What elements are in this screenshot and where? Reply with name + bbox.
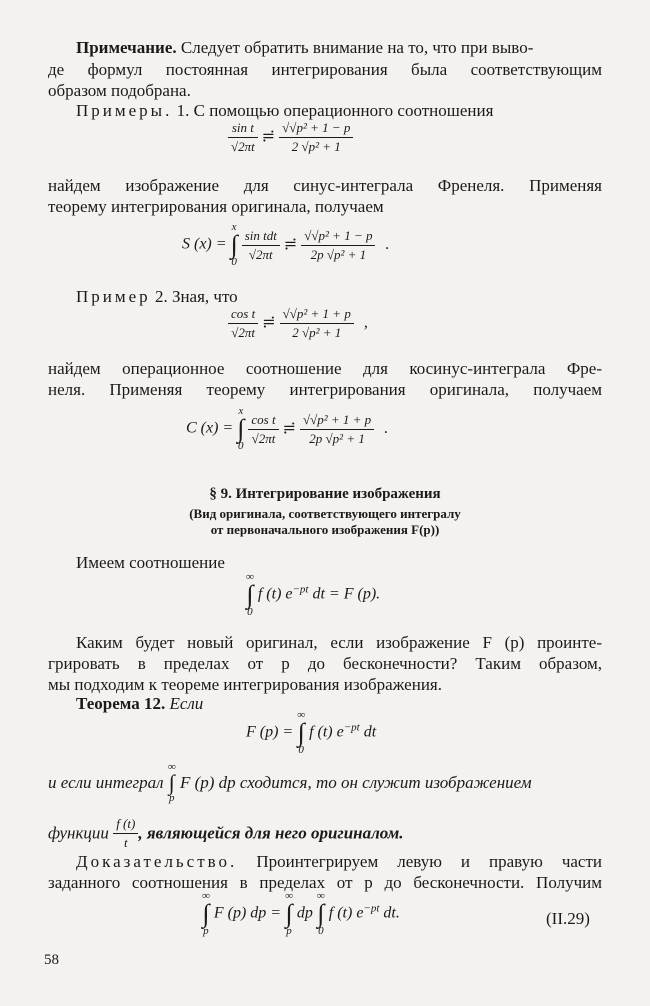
proof-line-2: заданного соотношения в пределах от p до бесконечности. Получим	[48, 873, 602, 892]
equation-number: (II.29)	[546, 909, 590, 928]
eq6-body: f (t) e	[309, 723, 344, 741]
theorem-label: Теорема 12.	[76, 694, 166, 713]
proof-line-1	[76, 852, 602, 872]
eq6-upper: ∞	[297, 709, 306, 721]
body-q3: мы подходим к теореме интегрирования изображения.	[48, 675, 442, 694]
eq7-b: dp	[296, 904, 313, 922]
eq4-upper: x	[238, 405, 244, 417]
section-title: § 9. Интегрирование изображения	[209, 486, 441, 502]
eq6-exp: −pt	[343, 721, 360, 734]
eq5-body: f (t) e	[257, 585, 293, 603]
eq1-lhs-fraction	[228, 120, 258, 155]
theorem-int-lower: p	[169, 792, 175, 804]
page-number: 58	[44, 952, 59, 968]
equation-sin-ops	[228, 120, 353, 155]
theorem-fraction	[113, 816, 138, 851]
proof-text-1: Проинтегрируем левую и правую части	[256, 852, 602, 871]
examples-label: Примеры.	[76, 101, 173, 120]
eq1-lhs-num: sin t	[228, 120, 258, 138]
integral-sign: ∞ ∫ 0	[297, 709, 306, 756]
eq1-lhs-den: √2πt	[231, 139, 255, 154]
eq3-lhs-fraction	[228, 306, 258, 341]
eq2-lhs: S (x) =	[182, 235, 227, 253]
note-line-1	[76, 38, 602, 58]
example1-text: 1. С помощью операционного соотношения	[176, 101, 494, 120]
eq5-tail: dt = F (p).	[312, 585, 381, 603]
integral-sign: ∞ ∫ 0	[316, 890, 325, 937]
theorem-line2-a: функции	[48, 823, 109, 843]
eq6-lhs: F (p) =	[246, 723, 294, 741]
eq7-a: F (p) dp =	[213, 904, 282, 922]
eq3-lhs-num: cos t	[228, 306, 258, 324]
equation-laplace	[246, 572, 380, 618]
eq5-lower: 0	[247, 606, 253, 618]
eq2-end: .	[385, 235, 390, 253]
eq2-rhs-num: √√p² + 1 − p	[301, 228, 375, 246]
eq4-relation: ≓	[282, 419, 296, 437]
example2-label: Пример	[76, 287, 151, 306]
note-line-3: образом подобрана.	[48, 81, 191, 100]
proof-label: Доказательство.	[76, 852, 238, 871]
body-q1: Каким будет новый оригинал, если изображение F (p) проинте-	[76, 633, 602, 652]
eq4-den: √2πt	[251, 430, 276, 446]
theorem-if: Если	[169, 694, 204, 713]
theorem-frac-den: t	[123, 835, 128, 850]
example2-text: 2. Зная, что	[154, 287, 238, 306]
eq2-fraction	[242, 228, 280, 263]
eq4-rhs-fraction	[300, 412, 374, 447]
theorem-line-2	[48, 816, 404, 851]
eq3-rhs-fraction	[280, 306, 354, 341]
integral-sign: x ∫ 0	[237, 405, 245, 452]
eq7-i2-lower: p	[286, 925, 292, 937]
eq7-c: f (t) e	[328, 904, 364, 922]
section-subtitle-1: (Вид оригинала, соответствующего интегралу	[189, 506, 461, 521]
eq4-rhs-num: √√p² + 1 + p	[300, 412, 374, 430]
eq2-num: sin tdt	[242, 228, 280, 246]
eq4-lhs: C (x) =	[186, 419, 234, 437]
theorem-int-upper: ∞	[167, 761, 176, 773]
example2-after-1: найдем операционное соотношение для косинус-интеграла Фре-	[48, 359, 602, 378]
eq4-rhs-den: 2p √p² + 1	[309, 430, 365, 446]
example1-intro	[76, 101, 602, 121]
theorem-line1-a: и если интеграл	[48, 773, 164, 792]
eq7-i1-lower: p	[203, 925, 209, 937]
body-have: Имеем соотношение	[76, 553, 225, 572]
equation-cos-ops	[228, 306, 368, 341]
eq2-relation: ≓	[283, 235, 298, 253]
theorem-line-1	[48, 762, 602, 810]
theorem-frac-num: f (t)	[113, 816, 138, 834]
theorem-line1-b: F (p) dp сходится, то он служит изображением	[179, 773, 532, 792]
eq3-lhs-den: √2πt	[231, 325, 255, 340]
eq2-rhs-fraction	[301, 228, 375, 263]
equation-S	[182, 222, 389, 268]
eq5-upper: ∞	[246, 571, 254, 583]
note-label: Примечание.	[76, 38, 177, 57]
eq6-lower: 0	[298, 744, 304, 756]
eq1-rhs-fraction	[279, 120, 353, 155]
eq7-i3-upper: ∞	[316, 890, 325, 902]
eq3-end: ,	[363, 314, 368, 332]
eq2-rhs-den: 2p √p² + 1	[310, 246, 367, 262]
eq4-fraction	[248, 412, 278, 447]
theorem-line2-b: , являющейся для него оригиналом.	[138, 823, 404, 843]
eq3-relation: ≓	[262, 314, 276, 332]
eq2-upper: x	[231, 221, 237, 233]
eq7-i1-upper: ∞	[202, 890, 210, 902]
eq2-den: √2πt	[248, 246, 273, 262]
example1-after-1: найдем изображение для синус-интеграла Френеля. Применяя	[48, 176, 602, 195]
note-line-2: де формул постоянная интегрирования была соответствующим	[48, 60, 602, 79]
equation-II29	[202, 891, 400, 937]
example2-intro	[76, 287, 238, 307]
body-q2: грировать в пределах от p до бесконечности? Таким образом,	[48, 654, 602, 673]
example1-after-2: теорему интегрирования оригинала, получаем	[48, 197, 384, 216]
eq6-tail: dt	[363, 723, 377, 741]
eq4-lower: 0	[238, 440, 244, 452]
equation-C	[186, 406, 388, 452]
eq3-rhs-num: √√p² + 1 + p	[280, 306, 354, 324]
eq1-rhs-den: 2 √p² + 1	[291, 139, 341, 154]
integral-sign: ∞ ∫ p	[202, 890, 210, 937]
note-text-1: Следует обратить внимание на то, что при выво-	[180, 38, 534, 57]
eq4-num: cos t	[248, 412, 278, 430]
eq7-i3-lower: 0	[318, 925, 324, 937]
eq5-exp: −pt	[292, 583, 309, 596]
eq1-relation: ≓	[261, 128, 276, 146]
eq1-rhs-num: √√p² + 1 − p	[279, 120, 353, 138]
eq7-d: dt.	[383, 904, 400, 922]
eq4-end: .	[384, 419, 389, 437]
theorem-intro	[76, 694, 203, 714]
eq3-rhs-den: 2 √p² + 1	[292, 325, 342, 340]
section-subtitle-2: от первоначального изображения F(p))	[210, 522, 440, 537]
eq2-lower: 0	[231, 256, 237, 268]
example2-after-2: неля. Применяя теорему интегрирования оригинала, получаем	[48, 380, 602, 399]
integral-sign: ∞ ∫ p	[167, 761, 176, 804]
integral-sign: ∞ ∫ 0	[246, 571, 254, 618]
equation-Fp	[246, 710, 376, 756]
eq7-exp: −pt	[363, 902, 380, 915]
integral-sign: ∞ ∫ p	[285, 890, 293, 937]
eq7-i2-upper: ∞	[285, 890, 293, 902]
integral-sign: x ∫ 0	[230, 221, 238, 268]
